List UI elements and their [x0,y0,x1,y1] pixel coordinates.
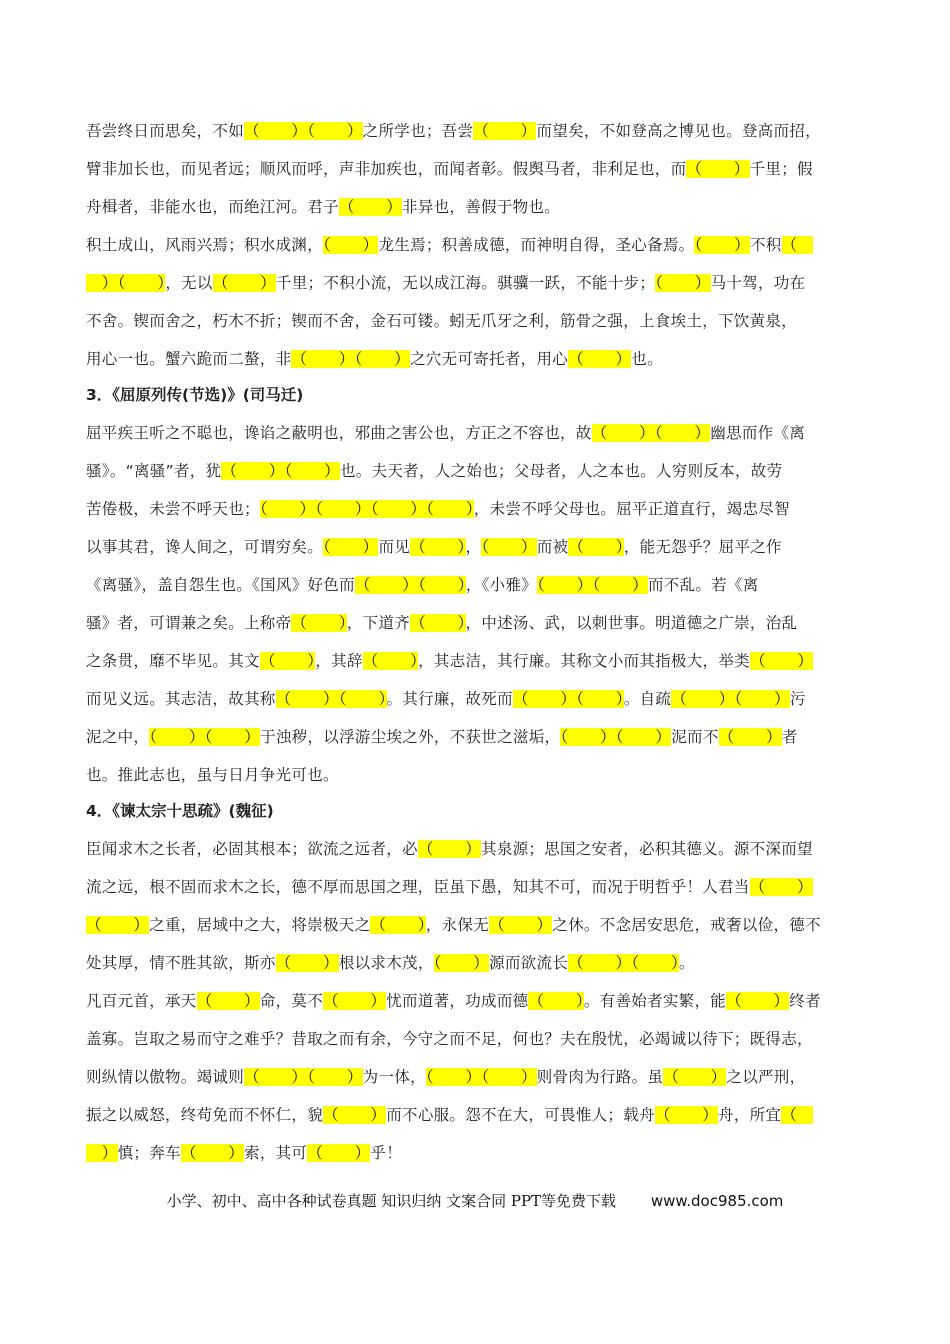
text-segment: 其泉源；思国之安者，必积其德义。源不深而望 [481,840,813,858]
text-segment: 也。夫天者，人之始也；父母者，人之本也。人穷则反本，故劳 [339,462,783,480]
text-segment: 为一体， [362,1068,426,1086]
text-segment: 之条贯，靡不毕见。其文 [86,652,260,670]
text-segment: 之穴无可寄托者，用心 [410,350,569,368]
text-line [86,756,866,794]
text-segment: 而不乱。若《离 [647,576,759,594]
text-line [86,414,866,452]
paragraph [86,112,866,226]
blank-highlight: （ ） [433,954,490,972]
text-segment: 用心一也。蟹六跪而二螯，非 [86,350,292,368]
blank-highlight: （ ） [528,992,584,1010]
text-segment: 之以严刑， [726,1068,806,1086]
blank-highlight: （ ） [362,652,419,670]
text-segment: 而见义远。其志洁，故其称 [86,690,276,708]
blank-highlight: （ ） [323,992,387,1010]
text-line [86,302,866,340]
text-segment: 之重，居域中之大，将崇极天之 [149,916,371,934]
text-segment: 根以求木茂， [338,954,434,972]
section-heading: 3．《屈原列传(节选)》(司马迁) [86,386,304,404]
blank-highlight: （ ） [259,652,316,670]
text-segment: 乎！ [370,1144,403,1162]
paragraph [86,226,866,378]
text-line [86,1134,866,1172]
text-segment: 泥之中， [86,728,150,746]
text-segment: ， [465,538,482,556]
blank-highlight: （ ）（ ） [425,1068,537,1086]
text-segment: 忧而道著，功成而德 [386,992,529,1010]
blank-highlight: （ ） [481,538,537,556]
text-segment: 则纵情以傲物。竭诚则 [86,1068,245,1086]
text-segment: 。有善始者实繁，能 [583,992,727,1010]
text-segment: 盖寡。岂取之易而守之难乎？昔取之而有余，今守之而不足，何也？夫在殷忧，必竭诚以待下；既得志， [86,1030,813,1048]
text-segment: 臂非加长也，而见者远；顺风而呼，声非加疾也，而闻者彰。假舆马者，非利足也，而 [86,160,687,178]
blank-highlight: （ ）（ ） [354,576,466,594]
text-segment: 。 [679,954,695,972]
blank-highlight: （ ） [694,236,750,254]
document-body [86,112,866,1172]
text-line [86,680,866,718]
blank-highlight: （ ） [291,614,347,632]
text-line [86,566,866,604]
text-line [86,150,866,188]
text-line [86,906,866,944]
text-segment: 。其行廉，故死而 [386,690,513,708]
blank-highlight: （ ） [410,538,466,556]
blank-highlight: （ ） [323,236,379,254]
text-segment: 苦倦极，未尝不呼天也； [86,500,260,518]
text-segment: 振之以威怒，终苟免而不怀仁，貌 [86,1106,324,1124]
blank-highlight: （ ） [489,916,553,934]
text-segment: 非异也，善假于物也。 [402,198,561,216]
text-line [86,226,866,264]
blank-highlight: （ ）（ ） [291,350,411,368]
text-segment: 屈平疾王听之不聪也，谗谄之蔽明也，邪曲之害公也，方正之不容也，故 [86,424,592,442]
text-line [86,490,866,528]
blank-highlight: （ ）（ ） [591,424,711,442]
text-segment: 于浊秽，以浮游尘埃之外，不获世之滋垢， [260,728,561,746]
text-segment: 污 [789,690,806,708]
text-segment: ，其辞 [315,652,363,670]
text-line [86,1020,866,1058]
blank-highlight: （ ）（ ） [512,690,624,708]
blank-highlight: （ ） [749,652,814,670]
text-segment: 者 [781,728,798,746]
blank-highlight: （ ） [275,954,339,972]
text-line [86,1058,866,1096]
text-line [86,112,866,150]
text-segment: 索，其可 [244,1144,308,1162]
text-segment: 《离骚》，盖自怨生也。《国风》好色而 [86,576,355,594]
blank-highlight: （ ） [180,1144,245,1162]
text-segment: 慎；奔车 [117,1144,181,1162]
text-line [86,944,866,982]
text-segment: 舟楫者，非能水也，而绝江河。君子 [86,198,339,216]
text-segment: 凡百元首，承天 [86,992,197,1010]
blank-highlight: （ ） [655,274,711,292]
text-segment: 而不心服。怨不在大，可畏惟人；载舟 [386,1106,655,1124]
text-segment: 源而欲流长 [489,954,569,972]
text-segment: 龙生焉；积善成德，而神明自得，圣心备焉。 [378,236,695,254]
paragraph [86,796,866,982]
text-segment: 幽思而作《离 [710,424,806,442]
text-line [86,1096,866,1134]
text-line [86,528,866,566]
blank-highlight: （ [781,236,814,254]
blank-highlight: （ ） [323,1106,387,1124]
text-line [86,718,866,756]
paragraph [86,982,866,1172]
text-line [86,452,866,490]
text-line [86,604,866,642]
text-line [86,188,866,226]
text-segment: 马十驾，功在 [710,274,806,292]
text-segment: ，未尝不呼父母也。屈平正道直行，竭忠尽智 [473,500,790,518]
text-segment: 以事其君，谗人间之，可谓穷矣。 [86,538,324,556]
text-line [86,982,866,1020]
blank-highlight: （ ）（ ） [671,690,790,708]
blank-highlight: （ ） [323,538,379,556]
blank-highlight: （ [781,1106,813,1124]
text-segment: ，《小雅》 [465,576,538,594]
text-segment: 千里；假 [749,160,813,178]
text-segment: 也。 [631,350,663,368]
text-segment: 臣闻求木之长者，必固其根本；欲流之远者，必 [86,840,418,858]
blank-highlight: （ ） [726,992,790,1010]
blank-highlight: （ ）（ ） [560,728,672,746]
text-segment: 也。推此志也，虽与日月争光可也。 [86,766,339,784]
text-segment: 处其厚，情不胜其欲，斯亦 [86,954,276,972]
blank-highlight: ）（ ） [86,274,166,292]
blank-highlight: （ ） [568,538,624,556]
blank-highlight: （ ） [568,350,632,368]
blank-highlight: （ ）（ ） [244,122,363,140]
blank-highlight: （ ） [718,728,782,746]
blank-highlight: （ ）（ ）（ ）（ ） [259,500,474,518]
text-segment: 则骨肉为行路。虽 [536,1068,664,1086]
text-segment: 不舍。锲而舍之，朽木不折；锲而不舍，金石可镂。蚓无爪牙之利，筋骨之强，上食埃土，下饮黄泉， [86,312,798,330]
blank-highlight: （ ） [86,916,150,934]
text-segment: ，中述汤、武，以刺世事。明道德之广崇，治乱 [465,614,798,632]
text-segment: 而被 [536,538,569,556]
text-segment: 之休。不念居安思危，戒奢以俭，德不 [552,916,821,934]
blank-highlight: （ ）（ ） [537,576,648,594]
text-segment: 命，莫不 [259,992,324,1010]
blank-highlight: （ ）（ ） [244,1068,363,1086]
blank-highlight: （ ）（ ） [568,954,679,972]
blank-highlight: （ ） [370,916,426,934]
text-segment: ，其志洁，其行廉。其称文小而其指极大，举类 [418,652,750,670]
blank-highlight: （ ） [196,992,260,1010]
text-line [86,868,866,906]
text-segment: ，下道齐 [346,614,411,632]
page-footer [0,1190,950,1211]
text-segment: 积土成山，风雨兴焉；积水成渊， [86,236,324,254]
blank-highlight: （ ） [663,1068,727,1086]
text-segment: 流之远，根不固而求木之长，德不厚而思国之理，臣虽下愚，知其不可，而况于明哲乎！人君当 [86,878,750,896]
text-segment: 之所学也；吾尝 [362,122,474,140]
blank-highlight: （ ） [410,614,466,632]
blank-highlight: （ ） [749,878,813,896]
blank-highlight: （ ）（ ） [221,462,340,480]
text-segment: 终者 [789,992,821,1010]
text-segment: 。自疏 [623,690,672,708]
text-line [86,340,866,378]
blank-highlight: （ ） [338,198,403,216]
blank-highlight: （ ）（ ） [275,690,387,708]
text-segment: 不积 [749,236,782,254]
section-heading: 4．《谏太宗十思疏》(魏征) [86,802,274,820]
blank-highlight: （ ） [307,1144,371,1162]
blank-highlight: （ ） [686,160,750,178]
text-segment: 骚》。“离骚”者，犹 [86,462,222,480]
blank-highlight: （ ）（ ） [149,728,261,746]
blank-highlight: ） [86,1144,118,1162]
text-segment: 泥而不 [671,728,719,746]
text-line [86,642,866,680]
blank-highlight: （ ） [654,1106,719,1124]
text-segment: 而见 [378,538,411,556]
paragraph [86,380,866,794]
text-segment: ，无以 [165,274,213,292]
footer-url[interactable]: www.doc985.com [650,1192,784,1210]
text-segment: ，永保无 [425,916,490,934]
text-segment: ，能无怨乎？屈平之作 [623,538,782,556]
blank-highlight: （ ） [473,122,537,140]
text-line [86,830,866,868]
text-segment: 舟，所宜 [718,1106,782,1124]
blank-highlight: （ ） [212,274,276,292]
text-segment: 骚》者，可谓兼之矣。上称帝 [86,614,292,632]
text-segment: 千里；不积小流，无以成江海。骐骥一跃，不能十步； [275,274,656,292]
text-segment: 吾尝终日而思矣，不如 [86,122,245,140]
text-line [86,264,866,302]
blank-highlight: （ ） [417,840,482,858]
text-segment: 而望矣，不如登高之博见也。登高而招， [536,122,821,140]
footer-text: 小学、初中、高中各种试卷真题 知识归纳 文案合同 PPT等免费下载 [166,1192,617,1210]
